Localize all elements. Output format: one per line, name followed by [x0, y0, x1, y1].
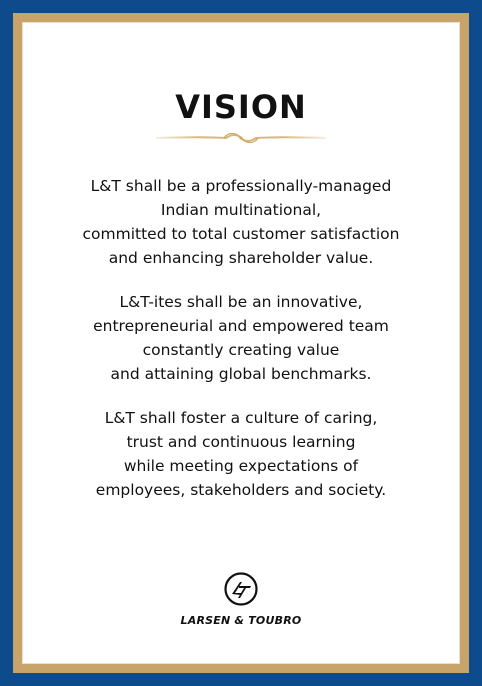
ornamental-divider-icon	[156, 130, 326, 146]
statement-line: entrepreneurial and empowered team	[93, 317, 389, 335]
statement-line: L&T shall foster a culture of caring,	[104, 409, 378, 427]
statement-line: constantly creating value	[142, 341, 340, 359]
statement-line: Indian multinational,	[160, 201, 322, 219]
brand-name: LARSEN & TOUBRO	[180, 614, 302, 627]
statement-line: trust and continuous learning	[126, 433, 356, 451]
brand-logo	[176, 572, 306, 652]
vision-panel	[22, 22, 460, 664]
statement-line: committed to total customer satisfaction	[82, 225, 400, 243]
statement-line: L&T shall be a professionally-managed	[90, 177, 392, 195]
statement-line: and enhancing shareholder value.	[108, 249, 374, 267]
statement-line: L&T-ites shall be an innovative,	[119, 293, 363, 311]
vision-paragraph-1	[22, 174, 460, 270]
statement-line: employees, stakeholders and society.	[95, 481, 387, 499]
vision-paragraph-2	[22, 290, 460, 386]
statement-line: and attaining global benchmarks.	[110, 365, 372, 383]
lt-logo-icon	[224, 572, 258, 606]
vision-statement	[22, 174, 460, 522]
vision-paragraph-3	[22, 406, 460, 502]
page-title: VISION	[175, 88, 307, 126]
statement-line: while meeting expectations of	[123, 457, 359, 475]
